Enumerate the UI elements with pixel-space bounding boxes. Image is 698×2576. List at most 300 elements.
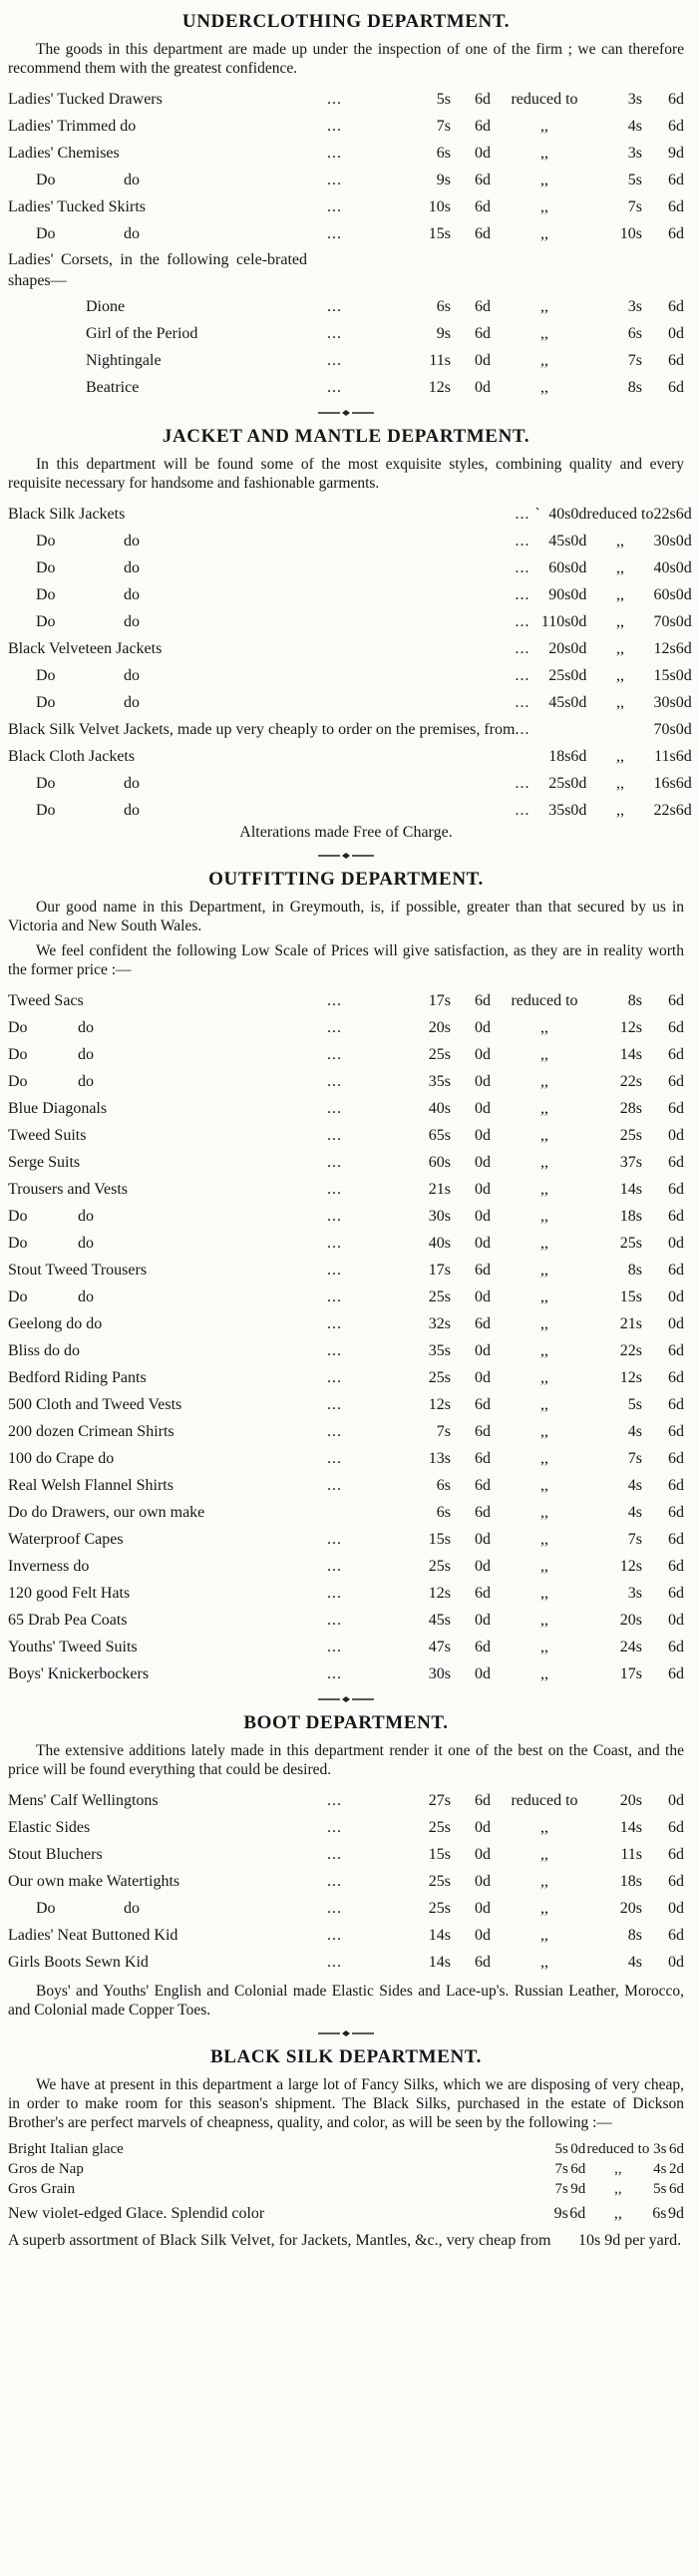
leader-dots bbox=[327, 1497, 407, 1524]
reduced-to-label: ,, bbox=[540, 379, 548, 396]
item-cell bbox=[8, 1308, 327, 1335]
item-cell bbox=[8, 1497, 327, 1524]
item-ditto-first: Do bbox=[36, 586, 56, 603]
item-name: Geelong do do bbox=[8, 1315, 103, 1332]
new-pence: 6d bbox=[668, 1046, 684, 1063]
price-row bbox=[8, 1416, 684, 1443]
item-ditto-second: do bbox=[78, 1073, 94, 1090]
silk-velvet-row bbox=[8, 2225, 684, 2252]
leader-dots: ... bbox=[327, 1612, 342, 1629]
item-cell bbox=[8, 2138, 550, 2158]
velvet-jacket-text: Black Silk Velvet Jackets, made up very cheaply to order on the premises, from bbox=[8, 721, 516, 738]
price-row bbox=[8, 1389, 684, 1416]
item-name: Inverness do bbox=[8, 1558, 90, 1575]
reduced-to-label: ,, bbox=[540, 145, 548, 162]
original-pence: 0d bbox=[570, 533, 587, 550]
leader-dots: ... bbox=[327, 1315, 342, 1332]
item-ditto bbox=[8, 1893, 327, 1920]
item-cell bbox=[8, 372, 327, 399]
reduced-to-label: ,, bbox=[540, 325, 548, 342]
violet-glace-row bbox=[8, 2198, 684, 2225]
original-shillings: 21s bbox=[428, 1181, 451, 1198]
leader-dots: ... bbox=[327, 298, 342, 315]
leader-dots: ... bbox=[327, 1423, 342, 1440]
reduced-to-label: reduced to bbox=[586, 2141, 650, 2157]
leader-dots: ... bbox=[327, 1288, 342, 1305]
leader-dots: ... bbox=[515, 533, 530, 550]
leader-dots: ... bbox=[327, 198, 342, 215]
item-ditto-first: Do bbox=[36, 1900, 56, 1917]
original-shillings: 15s bbox=[428, 1846, 451, 1863]
original-shillings: 30s bbox=[428, 1208, 451, 1225]
leader-dots: ... bbox=[515, 667, 530, 684]
price-row bbox=[8, 1228, 684, 1255]
new-shillings: 24s bbox=[619, 1639, 642, 1656]
item-ditto-second: do bbox=[124, 667, 140, 684]
leader-dots: ... bbox=[515, 694, 530, 711]
reduced-to-label: ,, bbox=[540, 1612, 548, 1629]
price-row bbox=[8, 1308, 684, 1335]
original-pence: 0d bbox=[570, 506, 587, 523]
reduced-to-label: ,, bbox=[540, 1504, 548, 1521]
original-shillings: 90s bbox=[548, 586, 571, 603]
price-row bbox=[8, 1282, 684, 1308]
item-cell bbox=[8, 1416, 327, 1443]
original-shillings: 14s bbox=[428, 1927, 451, 1944]
reduced-to-label: ,, bbox=[615, 802, 624, 819]
item-ditto-second: do bbox=[78, 1046, 94, 1063]
item-cell bbox=[8, 318, 327, 345]
reduced-to-label: reduced to bbox=[511, 1792, 578, 1809]
item-ditto-second: do bbox=[124, 533, 140, 550]
section-divider-ornament bbox=[316, 409, 376, 417]
item-name: Tweed Sacs bbox=[8, 992, 84, 1009]
item-name: Stout Tweed Trousers bbox=[8, 1262, 148, 1279]
item-ditto bbox=[8, 1201, 327, 1228]
underclothing-intro: The goods in this department are made up under the inspection of one of the firm ; we can therefore recommend them with the greatest confidence. bbox=[8, 41, 684, 77]
leader-dots: ... bbox=[327, 1100, 342, 1117]
original-pence: 0d bbox=[475, 1235, 491, 1252]
silk-velvet-price: 10s 9d per yard. bbox=[578, 2232, 682, 2249]
new-shillings: 10s bbox=[619, 225, 642, 242]
price-row bbox=[8, 1920, 684, 1947]
item-cell bbox=[8, 111, 327, 138]
reduced-to-label: ,, bbox=[615, 613, 624, 630]
reduced-to-label: ,, bbox=[540, 1100, 548, 1117]
reduced-to-label: ,, bbox=[540, 1639, 548, 1656]
price-row bbox=[8, 372, 684, 399]
new-pence: 0d bbox=[668, 1288, 684, 1305]
item-cell bbox=[8, 1174, 327, 1201]
item-ditto-first: Do bbox=[36, 613, 56, 630]
item-ditto-second: do bbox=[124, 225, 140, 242]
reduced-to-label: ,, bbox=[540, 1819, 548, 1836]
original-pence: 0d bbox=[475, 1181, 491, 1198]
boot-intro: The extensive additions lately made in this department render it one of the best on the Coast, and the price will be found everything that could be desired. bbox=[8, 1742, 684, 1778]
price-row bbox=[8, 795, 692, 822]
item-name: Dione bbox=[86, 298, 126, 315]
violet-glace-pence: 6d bbox=[569, 2205, 586, 2222]
original-pence: 0d bbox=[475, 352, 491, 369]
price-row bbox=[8, 606, 692, 633]
item-ditto-first: Do bbox=[36, 559, 56, 576]
original-pence: 6d bbox=[475, 1504, 491, 1521]
new-shillings: 7s bbox=[627, 1450, 642, 1467]
original-pence: 6d bbox=[475, 992, 491, 1009]
original-pence: 0d bbox=[570, 694, 587, 711]
new-pence: 6d bbox=[668, 172, 684, 188]
item-name: Ladies' Chemises bbox=[8, 145, 120, 162]
original-pence: 0d bbox=[570, 559, 587, 576]
item-ditto-first: Do bbox=[36, 775, 56, 792]
new-shillings: 15s bbox=[619, 1288, 642, 1305]
item-ditto-second: do bbox=[78, 1288, 94, 1305]
original-pence: 6d bbox=[475, 1315, 491, 1332]
new-pence: 6d bbox=[675, 802, 692, 819]
new-shillings: 12s bbox=[619, 1019, 642, 1036]
item-ditto-second: do bbox=[124, 613, 140, 630]
reduced-to-label: ,, bbox=[615, 694, 624, 711]
new-shillings: 7s bbox=[627, 1531, 642, 1548]
new-pence: 6d bbox=[668, 1073, 684, 1090]
reduced-to-label: ,, bbox=[540, 198, 548, 215]
reduced-to-label: reduced to bbox=[586, 506, 654, 523]
original-shillings: 35s bbox=[428, 1073, 451, 1090]
price-row bbox=[8, 985, 684, 1012]
original-shillings: 45s bbox=[548, 694, 571, 711]
jacket-intro: In this department will be found some of the most exquisite styles, combining quality and every requisite necessary for handsome and fashionable garments. bbox=[8, 456, 684, 492]
price-row bbox=[8, 1120, 684, 1147]
original-shillings: 12s bbox=[428, 1585, 451, 1602]
new-shillings: 18s bbox=[619, 1873, 642, 1890]
original-shillings: 25s bbox=[428, 1288, 451, 1305]
new-pence: 6d bbox=[668, 1450, 684, 1467]
original-pence: 6d bbox=[475, 118, 491, 135]
price-row bbox=[8, 1335, 684, 1362]
original-pence: 0d bbox=[570, 2141, 586, 2157]
original-pence: 6d bbox=[475, 325, 491, 342]
item-cell bbox=[8, 291, 327, 318]
new-pence: 0d bbox=[675, 559, 692, 576]
item-name: Ladies' Tucked Drawers bbox=[8, 91, 163, 108]
leader-dots: ... bbox=[327, 1181, 342, 1198]
original-shillings: 17s bbox=[428, 992, 451, 1009]
original-shillings: 47s bbox=[428, 1639, 451, 1656]
price-row bbox=[8, 1443, 684, 1470]
reduced-to-label: ,, bbox=[615, 559, 624, 576]
item-name: Stout Bluchers bbox=[8, 1846, 103, 1863]
original-pence: 0d bbox=[475, 1154, 491, 1171]
item-name: Black Silk Jackets bbox=[8, 506, 126, 523]
item-name: Mens' Calf Wellingtons bbox=[8, 1792, 159, 1809]
item-name: Boys' Knickerbockers bbox=[8, 1665, 150, 1682]
item-cell bbox=[8, 1093, 327, 1120]
leader-dots: ... bbox=[327, 1954, 342, 1971]
new-pence: 6d bbox=[668, 1927, 684, 1944]
leader-dots: ... bbox=[327, 1665, 342, 1682]
original-shillings: 25s bbox=[428, 1900, 451, 1917]
item-ditto-second: do bbox=[78, 1019, 94, 1036]
leader-dots: ... bbox=[327, 1639, 342, 1656]
original-shillings: 20s bbox=[428, 1019, 451, 1036]
price-row bbox=[8, 345, 684, 372]
price-row bbox=[8, 1839, 684, 1866]
item-cell bbox=[8, 1470, 327, 1497]
new-shillings: 12s bbox=[653, 640, 676, 657]
leader-dots: ... bbox=[327, 118, 342, 135]
new-shillings: 12s bbox=[619, 1558, 642, 1575]
underclothing-price-table bbox=[8, 84, 684, 245]
reduced-to-label: ,, bbox=[540, 1046, 548, 1063]
new-shillings: 5s bbox=[627, 172, 642, 188]
new-pence: 6d bbox=[668, 1819, 684, 1836]
reduced-to-label: reduced to bbox=[511, 91, 578, 108]
item-cell bbox=[8, 985, 327, 1012]
item-name: 500 Cloth and Tweed Vests bbox=[8, 1396, 182, 1413]
new-shillings: 4s bbox=[627, 1423, 642, 1440]
section-divider-ornament bbox=[316, 1695, 376, 1703]
new-pence: 0d bbox=[675, 586, 692, 603]
original-shillings: 40s bbox=[428, 1100, 451, 1117]
new-pence: 6d bbox=[668, 91, 684, 108]
original-shillings: 15s bbox=[428, 225, 451, 242]
item-cell bbox=[8, 1255, 327, 1282]
new-shillings: 20s bbox=[619, 1900, 642, 1917]
new-pence: 6d bbox=[668, 1531, 684, 1548]
leader-dots: ... bbox=[327, 1477, 342, 1494]
jacket-price-table bbox=[8, 499, 692, 822]
original-shillings: 7s bbox=[436, 118, 451, 135]
item-ditto bbox=[8, 768, 515, 795]
item-cell bbox=[8, 84, 327, 111]
item-cell bbox=[8, 1120, 327, 1147]
item-cell bbox=[8, 1147, 327, 1174]
original-shillings: 10s bbox=[428, 198, 451, 215]
original-shillings: 25s bbox=[428, 1558, 451, 1575]
leader-dots bbox=[515, 741, 540, 768]
outfitting-heading: OUTFITTING DEPARTMENT. bbox=[208, 869, 484, 890]
new-pence: 6d bbox=[668, 379, 684, 396]
original-shillings: 20s bbox=[548, 640, 571, 657]
item-ditto-first: Do bbox=[36, 694, 56, 711]
item-name: Waterproof Capes bbox=[8, 1531, 124, 1548]
item-ditto-second: do bbox=[78, 1208, 94, 1225]
price-row bbox=[8, 84, 684, 111]
leader-dots: ... bbox=[515, 640, 530, 657]
original-pence: 0d bbox=[475, 1819, 491, 1836]
section-divider-ornament bbox=[316, 852, 376, 860]
leader-dots: ... bbox=[327, 352, 342, 369]
new-shillings: 8s bbox=[627, 1927, 642, 1944]
new-shillings: 7s bbox=[627, 198, 642, 215]
item-name: Beatrice bbox=[86, 379, 140, 396]
new-shillings: 16s bbox=[653, 775, 676, 792]
new-shillings: 4s bbox=[627, 1954, 642, 1971]
new-pence: 6d bbox=[668, 1369, 684, 1386]
price-row bbox=[8, 1362, 684, 1389]
reduced-to-label: ,, bbox=[540, 1585, 548, 1602]
price-row bbox=[8, 768, 692, 795]
original-shillings: 12s bbox=[428, 379, 451, 396]
new-shillings: 3s bbox=[627, 298, 642, 315]
velvet-jacket-new-shillings: 70s bbox=[653, 721, 676, 738]
reduced-to-label: ,, bbox=[540, 1558, 548, 1575]
price-row bbox=[8, 499, 692, 526]
item-ditto bbox=[8, 1228, 327, 1255]
leader-dots: ... bbox=[515, 802, 530, 819]
item-cell bbox=[8, 2178, 550, 2198]
item-name: 100 do Crape do bbox=[8, 1450, 115, 1467]
item-ditto bbox=[8, 606, 515, 633]
original-shillings: 7s bbox=[554, 2161, 568, 2177]
original-pence: 6d bbox=[570, 748, 587, 765]
velvet-jacket-new-pence: 0d bbox=[675, 721, 692, 738]
new-pence: 6d bbox=[675, 748, 692, 765]
original-pence: 0d bbox=[570, 775, 587, 792]
new-shillings: 7s bbox=[627, 352, 642, 369]
boot-price-table bbox=[8, 1785, 684, 1974]
item-ditto-second: do bbox=[124, 1900, 140, 1917]
leader-dots: ... bbox=[327, 145, 342, 162]
new-pence: 0d bbox=[668, 1792, 684, 1809]
leader-dots: ... bbox=[515, 559, 530, 576]
original-shillings: 7s bbox=[554, 2181, 568, 2197]
reduced-to-label: ,, bbox=[540, 1019, 548, 1036]
leader-dots: ... bbox=[327, 1262, 342, 1279]
reduced-to-label: ,, bbox=[540, 225, 548, 242]
new-shillings: 3s bbox=[627, 145, 642, 162]
new-pence: 6d bbox=[675, 640, 692, 657]
original-pence: 0d bbox=[475, 1927, 491, 1944]
reduced-to-label: ,, bbox=[540, 118, 548, 135]
reduced-to-label: ,, bbox=[540, 1073, 548, 1090]
original-pence: 0d bbox=[570, 667, 587, 684]
original-pence: 0d bbox=[475, 1342, 491, 1359]
leader-dots: ... bbox=[327, 1235, 342, 1252]
item-ditto-first: Do bbox=[8, 1073, 28, 1090]
reduced-to-label: ,, bbox=[615, 775, 624, 792]
new-pence: 6d bbox=[668, 1504, 684, 1521]
new-pence: 6d bbox=[668, 1181, 684, 1198]
leader-dots: ... bbox=[327, 1369, 342, 1386]
reduced-to-label: ,, bbox=[540, 1369, 548, 1386]
new-pence: 6d bbox=[668, 1154, 684, 1171]
reduced-to-label: ,, bbox=[615, 748, 624, 765]
item-cell bbox=[8, 345, 327, 372]
leader-dots: ... bbox=[327, 1558, 342, 1575]
silk-price-table bbox=[8, 2138, 684, 2252]
original-shillings: 14s bbox=[428, 1954, 451, 1971]
new-pence: 6d bbox=[668, 1423, 684, 1440]
original-pence: 6d bbox=[475, 1396, 491, 1413]
original-shillings: 25s bbox=[428, 1873, 451, 1890]
new-shillings: 6s bbox=[627, 325, 642, 342]
price-row bbox=[8, 2138, 684, 2158]
new-pence: 0d bbox=[675, 533, 692, 550]
original-pence: 6d bbox=[570, 2161, 586, 2177]
item-name: Gros de Nap bbox=[8, 2161, 84, 2177]
original-shillings: 7s bbox=[436, 1423, 451, 1440]
leader-dots: ... bbox=[327, 379, 342, 396]
item-ditto-first: Do bbox=[8, 1208, 28, 1225]
new-pence: 6d bbox=[668, 352, 684, 369]
item-ditto-second: do bbox=[124, 694, 140, 711]
item-cell bbox=[8, 191, 327, 218]
new-pence: 6d bbox=[668, 1639, 684, 1656]
reduced-to-label: ,, bbox=[540, 352, 548, 369]
item-ditto-first: Do bbox=[36, 802, 56, 819]
price-row bbox=[8, 1093, 684, 1120]
item-ditto bbox=[8, 1066, 327, 1093]
new-pence: 9d bbox=[668, 145, 684, 162]
item-cell bbox=[8, 1362, 327, 1389]
original-pence: 6d bbox=[475, 91, 491, 108]
price-row bbox=[8, 687, 692, 714]
item-ditto-first: Do bbox=[8, 1046, 28, 1063]
new-shillings: 22s bbox=[653, 506, 676, 523]
new-pence: 0d bbox=[668, 1235, 684, 1252]
silk-heading: BLACK SILK DEPARTMENT. bbox=[209, 2046, 483, 2067]
new-shillings: 17s bbox=[619, 1665, 642, 1682]
original-shillings: 45s bbox=[548, 533, 571, 550]
new-pence: 6d bbox=[668, 1100, 684, 1117]
original-pence: 6d bbox=[475, 1423, 491, 1440]
item-name: Ladies' Trimmed do bbox=[8, 118, 137, 135]
item-ditto-first: Do bbox=[36, 667, 56, 684]
silk-velvet-text: A superb assortment of Black Silk Velvet, for Jackets, Mantles, &c., very cheap from bbox=[8, 2232, 551, 2249]
original-shillings: 60s bbox=[548, 559, 571, 576]
original-pence: 0d bbox=[570, 586, 587, 603]
leader-dots: ... bbox=[515, 613, 530, 630]
original-pence: 6d bbox=[475, 1262, 491, 1279]
item-name: Tweed Suits bbox=[8, 1127, 87, 1144]
original-pence: 6d bbox=[475, 1450, 491, 1467]
leader-dots: ... bbox=[327, 992, 342, 1009]
new-pence: 0d bbox=[675, 667, 692, 684]
price-row bbox=[8, 660, 692, 687]
leader-dots: ... bbox=[327, 1450, 342, 1467]
leader-dots: ... bbox=[327, 1342, 342, 1359]
alterations-note: Alterations made Free of Charge. bbox=[239, 824, 453, 841]
item-ditto-first: Do bbox=[36, 172, 56, 188]
item-cell bbox=[8, 1389, 327, 1416]
item-ditto-first: Do bbox=[8, 1288, 28, 1305]
outfitting-intro-1: Our good name in this Department, in Greymouth, is, if possible, greater than that secured by us in Victoria and New South Wales. bbox=[8, 899, 684, 934]
new-pence: 2d bbox=[669, 2161, 684, 2177]
reduced-to-label: ,, bbox=[540, 1846, 548, 1863]
original-shillings: 25s bbox=[428, 1046, 451, 1063]
reduced-to-label: reduced to bbox=[511, 992, 578, 1009]
new-shillings: 28s bbox=[619, 1100, 642, 1117]
boot-footnote: Boys' and Youths' English and Colonial made Elastic Sides and Lace-up's. Russian Leather, Morocco, and Colonial made Copper Toes. bbox=[8, 1983, 684, 2019]
original-pence: 0d bbox=[475, 1612, 491, 1629]
original-shillings: 40s bbox=[548, 506, 571, 523]
reduced-to-label: ,, bbox=[540, 1954, 548, 1971]
original-shillings: 6s bbox=[436, 1477, 451, 1494]
price-row bbox=[8, 1201, 684, 1228]
reduced-to-label: ,, bbox=[540, 1208, 548, 1225]
item-name: Elastic Sides bbox=[8, 1819, 91, 1836]
original-shillings: 15s bbox=[428, 1531, 451, 1548]
price-row bbox=[8, 1658, 684, 1685]
original-shillings: 25s bbox=[428, 1819, 451, 1836]
item-cell bbox=[8, 1605, 327, 1632]
leader-dots: ... bbox=[327, 91, 342, 108]
leader-dots: ... bbox=[327, 1127, 342, 1144]
price-row bbox=[8, 1947, 684, 1974]
item-name: Youths' Tweed Suits bbox=[8, 1639, 138, 1656]
item-ditto bbox=[8, 526, 515, 552]
